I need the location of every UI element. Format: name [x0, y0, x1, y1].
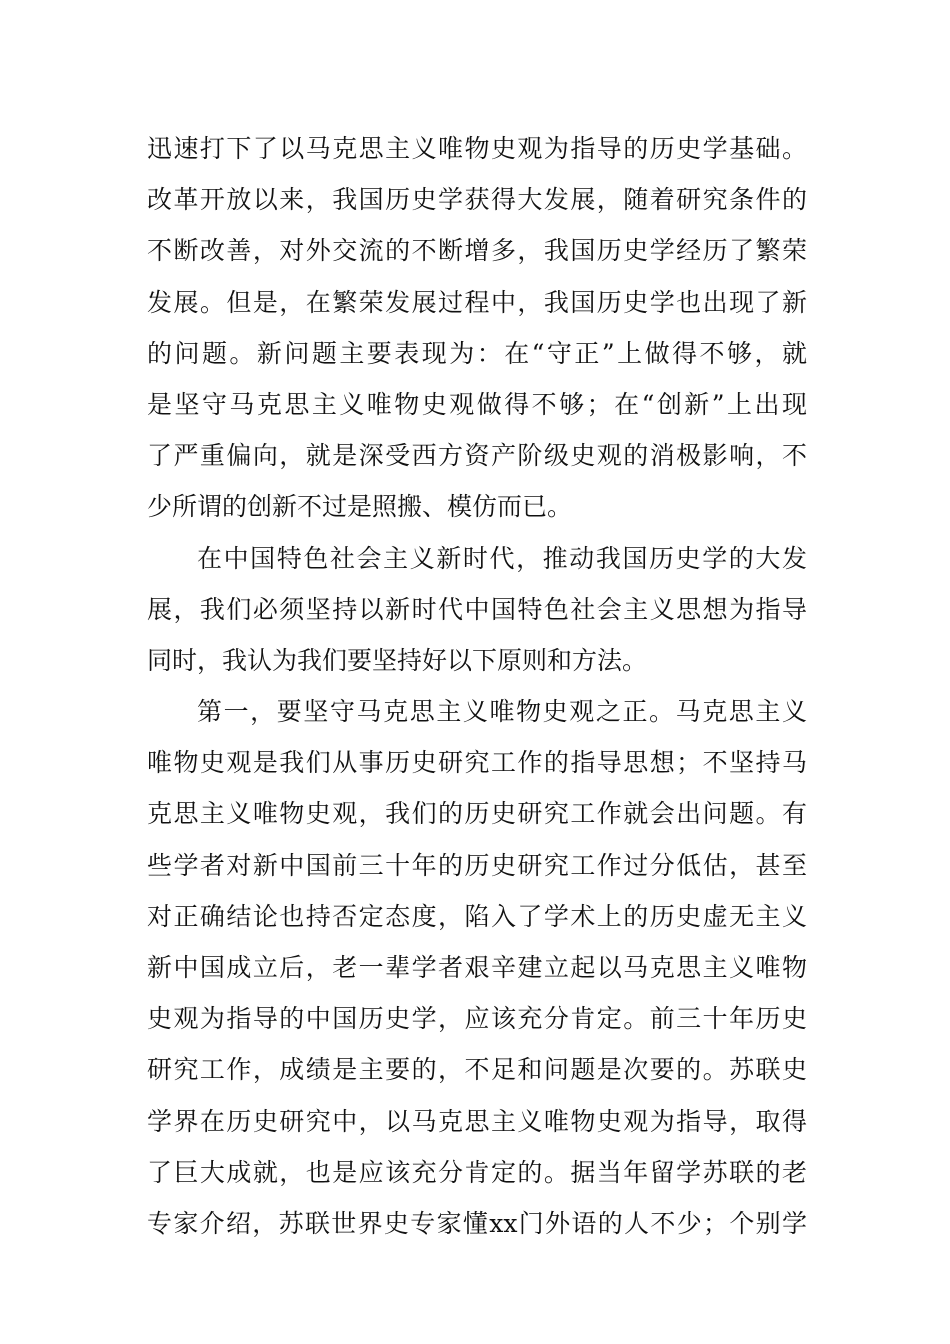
text-line: 专家介绍，苏联世界史专家懂xx门外语的人不少；个别学	[147, 1208, 807, 1238]
text-line: 克思主义唯物史观，我们的历史研究工作就会出问题。有	[147, 799, 807, 829]
text-line: 发展。但是，在繁荣发展过程中，我国历史学也出现了新	[147, 287, 807, 317]
text-line: 改革开放以来，我国历史学获得大发展，随着研究条件的	[147, 185, 807, 215]
text-line: 的问题。新问题主要表现为：在“守正”上做得不够，就	[147, 338, 807, 368]
text-line: 史观为指导的中国历史学，应该充分肯定。前三十年历史	[147, 1004, 807, 1034]
text-line: 同时，我认为我们要坚持好以下原则和方法。	[147, 645, 648, 675]
document-body	[147, 123, 807, 1249]
text-line: 展，我们必须坚持以新时代中国特色社会主义思想为指导	[147, 594, 807, 624]
paragraph-first-line: 第一，要坚守马克思主义唯物史观之正。马克思主义	[197, 697, 807, 727]
text-line: 迅速打下了以马克思主义唯物史观为指导的历史学基础。	[147, 134, 807, 163]
text-line: 了巨大成就，也是应该充分肯定的。据当年留学苏联的老	[147, 1157, 807, 1187]
text-line: 不断改善，对外交流的不断增多，我国历史学经历了繁荣	[147, 236, 807, 266]
text-line: 是坚守马克思主义唯物史观做得不够；在“创新”上出现	[147, 389, 807, 419]
text-line: 少所谓的创新不过是照搬、模仿而已。	[147, 492, 573, 522]
text-line: 学界在历史研究中，以马克思主义唯物史观为指导，取得	[147, 1106, 807, 1136]
paragraph-first-line: 在中国特色社会主义新时代，推动我国历史学的大发	[197, 543, 807, 573]
text-line: 些学者对新中国前三十年的历史研究工作过分低估，甚至	[147, 850, 807, 880]
text-line: 新中国成立后，老一辈学者艰辛建立起以马克思主义唯物	[147, 953, 807, 982]
text-line: 对正确结论也持否定态度，陷入了学术上的历史虚无主义	[147, 901, 807, 931]
text-line: 唯物史观是我们从事历史研究工作的指导思想；不坚持马	[147, 748, 807, 778]
text-line: 了严重偏向，就是深受西方资产阶级史观的消极影响，不	[147, 441, 807, 471]
text-line: 研究工作，成绩是主要的，不足和问题是次要的。苏联史	[147, 1055, 807, 1085]
